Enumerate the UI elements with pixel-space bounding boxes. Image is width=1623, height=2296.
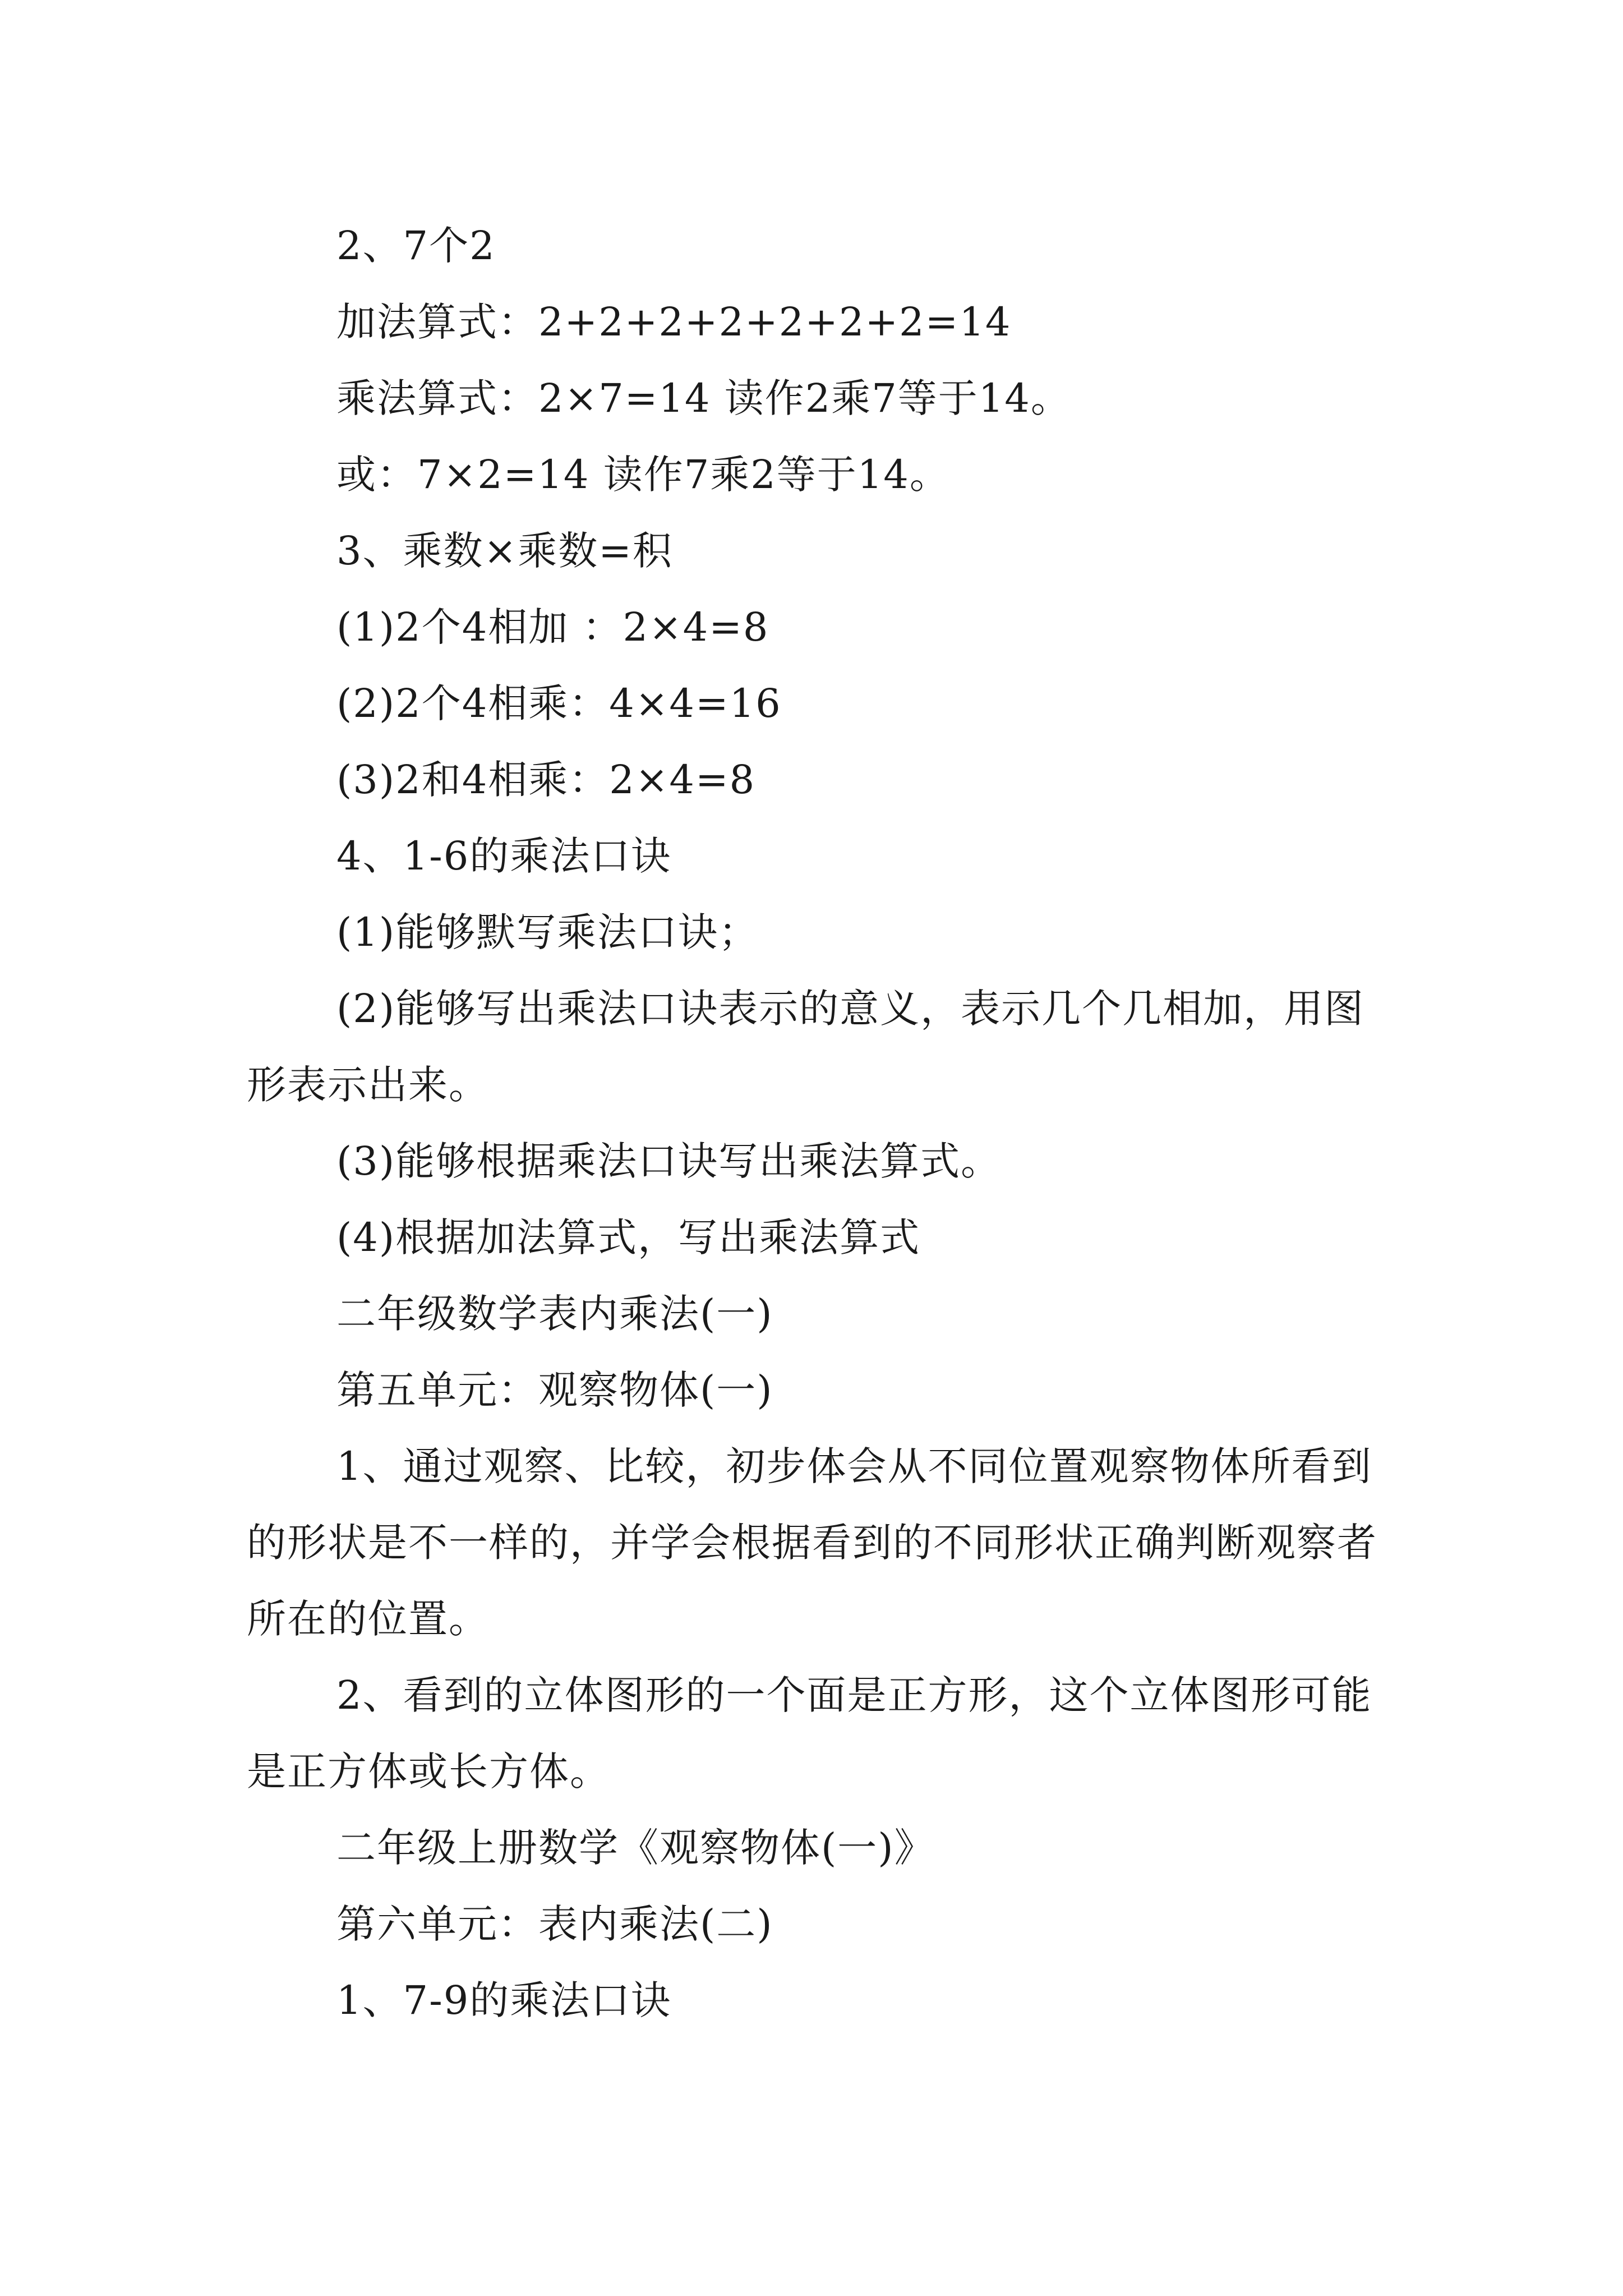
section-heading: 第六单元：表内乘法(二) (336, 1901, 773, 1947)
paragraph: 2、7个2 (336, 223, 496, 269)
paragraph: 2、看到的立体图形的一个面是正方形，这个立体图形可能是正方体或长方体。 (247, 1672, 1372, 1795)
document-body (247, 208, 1388, 2039)
section-heading: 二年级上册数学《观察物体(一)》 (336, 1825, 935, 1871)
paragraph: (4)根据加法算式，写出乘法算式 (336, 1214, 921, 1260)
paragraph: (3)2和4相乘：2×4=8 (336, 757, 756, 803)
paragraph: 4、1-6的乘法口诀 (336, 833, 672, 879)
paragraph: 1、7-9的乘法口诀 (336, 1977, 672, 2023)
paragraph: (2)能够写出乘法口诀表示的意义，表示几个几相加，用图形表示出来。 (247, 986, 1365, 1108)
paragraph: 1、通过观察、比较，初步体会从不同位置观察物体所看到的形状是不一样的，并学会根据看到的不同形状正确判断观察者所在的位置。 (247, 1443, 1377, 1642)
paragraph: (1)2个4相加 ：2×4=8 (336, 604, 769, 650)
paragraph: 3、乘数×乘数=积 (336, 528, 673, 574)
paragraph: (1)能够默写乘法口诀； (336, 909, 759, 955)
paragraph: 或：7×2=14 读作7乘2等于14。 (336, 452, 950, 498)
paragraph: (2)2个4相乘：4×4=16 (336, 680, 782, 726)
section-heading: 二年级数学表内乘法(一) (336, 1291, 773, 1337)
paragraph: (3)能够根据乘法口诀写出乘法算式。 (336, 1138, 1002, 1184)
paragraph: 乘法算式：2×7=14 读作2乘7等于14。 (336, 375, 1071, 421)
section-heading: 第五单元：观察物体(一) (336, 1367, 773, 1413)
paragraph: 加法算式：2+2+2+2+2+2+2=14 (336, 299, 1012, 345)
